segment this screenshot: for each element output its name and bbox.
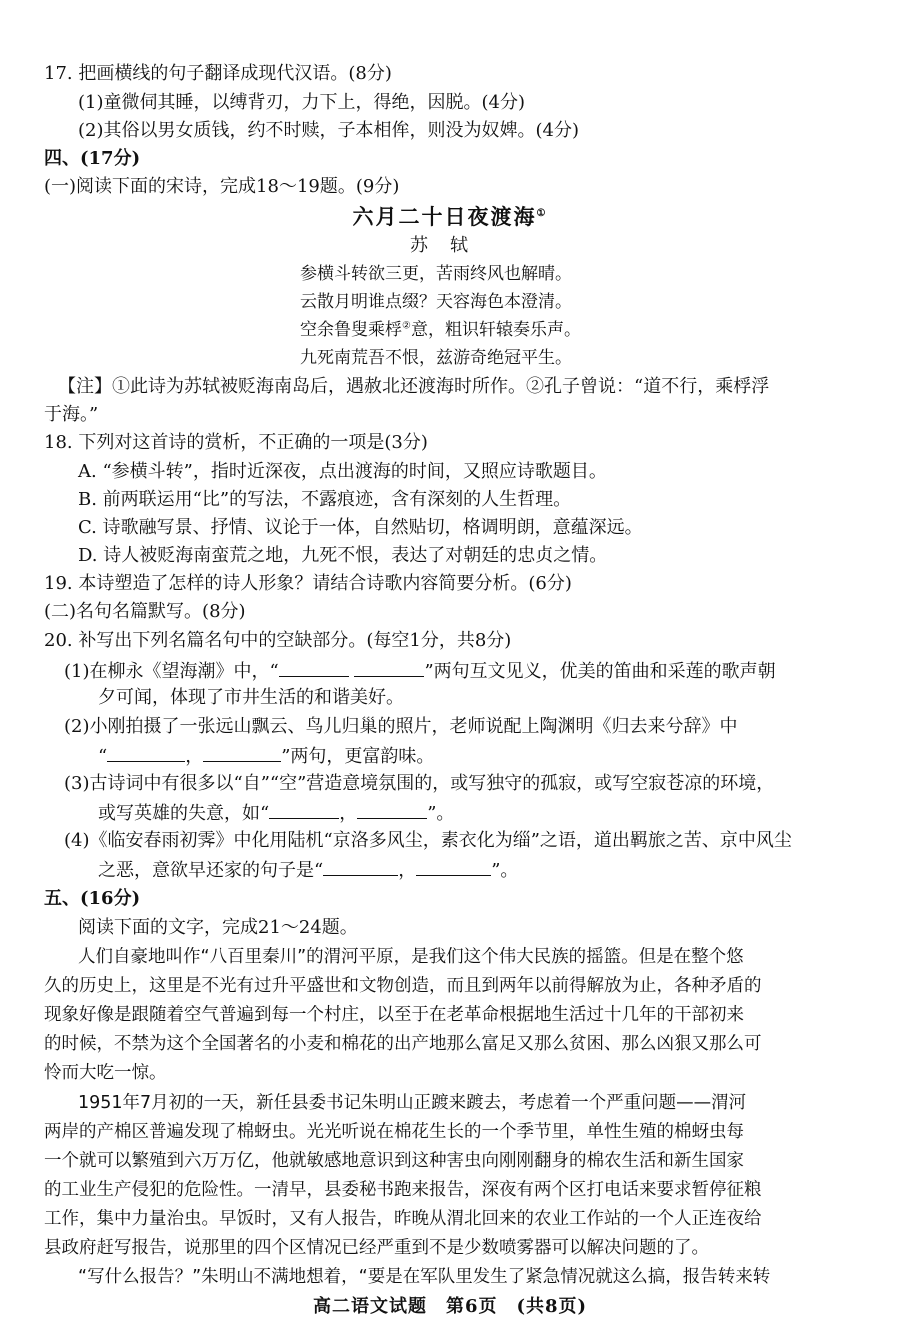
q20-stem: 20. 补写出下列名篇名句中的空缺部分。(每空1分，共8分) bbox=[44, 630, 512, 651]
poem-line-1: 参横斗转欲三更，苦雨终风也解晴。 bbox=[300, 264, 572, 284]
passage-p2-line-5: 工作，集中力量治虫。早饭时，又有人报告，昨晚从渭北回来的农业工作站的一个人正连夜给 bbox=[44, 1209, 762, 1229]
fill-blank[interactable] bbox=[269, 800, 339, 819]
section-4-part-1: (一)阅读下面的宋诗，完成18～19题。(9分) bbox=[44, 176, 400, 197]
fill-blank[interactable] bbox=[107, 743, 185, 762]
poem-note-line-2: 于海。” bbox=[44, 404, 99, 425]
passage-p2-line-6: 县政府赶写报告，说那里的四个区情况已经严重到不是少数喷雾器可以解决问题的了。 bbox=[44, 1238, 709, 1258]
q20-item-4-line-1: (4)《临安春雨初霁》中化用陆机“京洛多风尘，素衣化为缁”之语，道出羁旅之苦、京中风尘 bbox=[64, 830, 792, 851]
poem-title: 六月二十日夜渡海① bbox=[352, 204, 548, 229]
poem-line-3: 空余鲁叟乘桴②意，粗识轩辕奏乐声。 bbox=[300, 320, 581, 340]
q18-option-c: C. 诗歌融写景、抒情、议论于一体，自然贴切，格调明朗，意蕴深远。 bbox=[78, 517, 643, 538]
q18-option-d: D. 诗人被贬海南蛮荒之地，九死不恨，表达了对朝廷的忠贞之情。 bbox=[78, 545, 608, 566]
passage-p1-line-5: 怜而大吃一惊。 bbox=[44, 1063, 167, 1083]
q20-item-1-line-2: 夕可闻，体现了市井生活的和谐美好。 bbox=[98, 687, 404, 708]
q18-option-a: A. “参横斗转”，指时近深夜，点出渡海的时间，又照应诗歌题目。 bbox=[78, 461, 607, 482]
passage-p1-line-2: 久的历史上，这里是不光有过升平盛世和文物创造，而且到两年以前得解放为止，各种矛盾的 bbox=[44, 976, 762, 996]
q20-item-3-line-1: (3)古诗词中有很多以“自”“空”营造意境氛围的，或写独守的孤寂，或写空寂苍凉的环境， bbox=[64, 773, 775, 794]
poem-line-3-footnote-mark: ② bbox=[402, 320, 411, 332]
section-5-heading: 五、(16分) bbox=[44, 888, 141, 909]
passage-p1-line-3: 现象好像是跟随着空气普遍到每一个村庄，以至于在老革命根据地生活过十几年的干部初来 bbox=[44, 1005, 744, 1025]
page-footer: 高二语文试题 第6页 (共8页) bbox=[312, 1296, 588, 1317]
section-4-heading: 四、(17分) bbox=[44, 148, 141, 169]
q17-stem: 17. 把画横线的句子翻译成现代汉语。(8分) bbox=[44, 63, 392, 84]
passage-p1-line-1: 人们自豪地叫作“八百里秦川”的渭河平原，是我们这个伟大民族的摇篮。但是在整个悠 bbox=[78, 947, 744, 967]
q17-sub-1: (1)童微伺其睡，以缚背刃，力下上，得绝，因脱。(4分) bbox=[78, 92, 525, 113]
q19-stem: 19. 本诗塑造了怎样的诗人形象？请结合诗歌内容简要分析。(6分) bbox=[44, 573, 572, 594]
passage-p2-line-1: 1951年7月初的一天，新任县委书记朱明山正踱来踱去，考虑着一个严重问题——渭河 bbox=[78, 1093, 747, 1113]
poem-line-4: 九死南荒吾不恨，兹游奇绝冠平生。 bbox=[300, 348, 572, 368]
poem-author: 苏轼 bbox=[410, 235, 490, 256]
poem-line-2: 云散月明谁点缀？天容海色本澄清。 bbox=[300, 292, 572, 312]
q18-option-b: B. 前两联运用“比”的写法，不露痕迹，含有深刻的人生哲理。 bbox=[78, 489, 572, 510]
fill-blank[interactable] bbox=[357, 800, 427, 819]
poem-title-footnote-mark: ① bbox=[536, 208, 548, 219]
fill-blank[interactable] bbox=[416, 857, 491, 876]
q20-item-2-line-1: (2)小刚拍摄了一张远山飘云、鸟儿归巢的照片，老师说配上陶渊明《归去来兮辞》中 bbox=[64, 716, 738, 737]
q18-stem: 18. 下列对这首诗的赏析，不正确的一项是(3分) bbox=[44, 432, 428, 453]
passage-p2-line-3: 一个就可以繁殖到六万万亿，他就敏感地意识到这种害虫向刚刚翻身的棉农生活和新生国家 bbox=[44, 1151, 744, 1171]
section-5-intro: 阅读下面的文字，完成21～24题。 bbox=[78, 917, 358, 938]
q17-sub-2: (2)其俗以男女质钱，约不时赎，子本相侔，则没为奴婢。(4分) bbox=[78, 120, 579, 141]
q20-item-2-line-2: “ ， ”两句，更富韵味。 bbox=[98, 743, 434, 769]
q20-item-1-line-1: (1)在柳永《望海潮》中，“ ”两句互文见义，优美的笛曲和采莲的歌声朝 bbox=[64, 658, 776, 684]
passage-p2-line-2: 两岸的产棉区普遍发现了棉蚜虫。光光听说在棉花生长的一个季节里，单性生殖的棉蚜虫每 bbox=[44, 1122, 744, 1142]
passage-p3-line-1: “写什么报告？”朱明山不满地想着，“要是在军队里发生了紧急情况就这么搞，报告转来转 bbox=[78, 1267, 771, 1287]
q20-item-4-line-2: 之恶，意欲早还家的句子是“ ， ”。 bbox=[98, 857, 518, 883]
fill-blank[interactable] bbox=[203, 743, 281, 762]
fill-blank[interactable] bbox=[279, 658, 349, 677]
q20-item-3-line-2: 或写英雄的失意，如“ ， ”。 bbox=[98, 800, 454, 826]
fill-blank[interactable] bbox=[323, 857, 398, 876]
passage-p1-line-4: 的时候，不禁为这个全国著名的小麦和棉花的出产地那么富足又那么贫困、那么凶狠又那么可 bbox=[44, 1034, 762, 1054]
fill-blank[interactable] bbox=[354, 658, 424, 677]
poem-note-line-1: 【注】①此诗为苏轼被贬海南岛后，遇赦北还渡海时所作。②孔子曾说：“道不行，乘桴浮 bbox=[58, 376, 770, 397]
passage-p2-line-4: 的工业生产侵犯的危险性。一清早，县委秘书跑来报告，深夜有两个区打电话来要求暂停征粮 bbox=[44, 1180, 762, 1200]
section-4-part-2: (二)名句名篇默写。(8分) bbox=[44, 601, 246, 622]
